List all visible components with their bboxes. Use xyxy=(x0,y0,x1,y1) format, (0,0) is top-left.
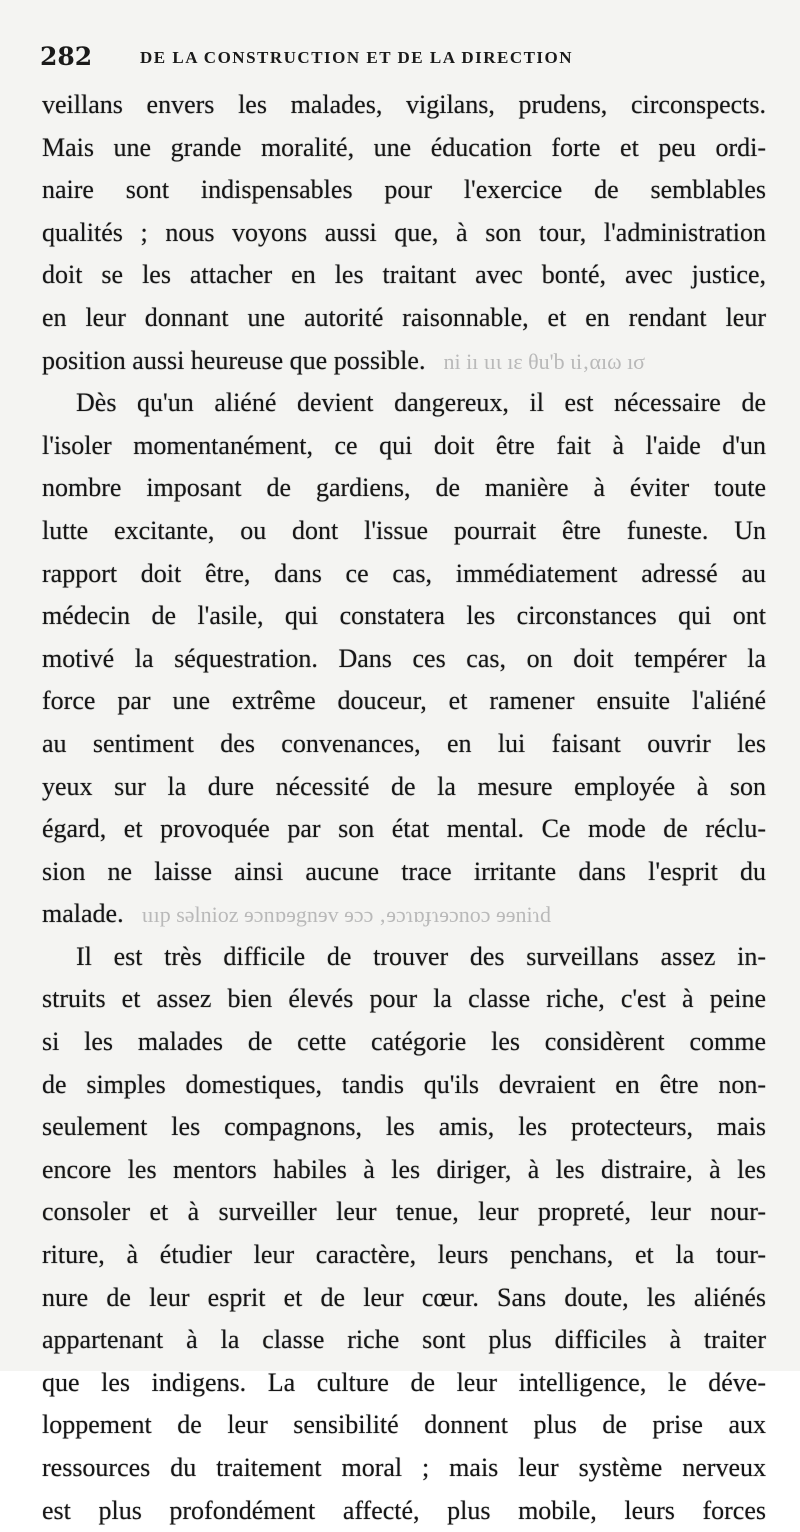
running-title: DE LA CONSTRUCTION ET DE LA DIRECTION xyxy=(140,48,574,67)
text-line: nure de leur esprit et de leur cœur. Sans doute, les aliénés xyxy=(42,1282,766,1312)
text-line: motivé la séquestration. Dans ces cas, on doit tempérer la xyxy=(42,643,766,673)
text-line: lutte excitante, ou dont l'issue pourrait être funeste. Un xyxy=(42,515,766,545)
body-text xyxy=(42,84,766,1532)
text-line: qualités ; nous voyons aussi que, à son tour, l'administration xyxy=(42,217,766,247)
text-line: Mais une grande moralité, une éducation forte et peu ordi- xyxy=(42,132,766,162)
text-line: naire sont indispensables pour l'exercice de semblables xyxy=(42,175,766,205)
page-number: 282 xyxy=(40,42,93,71)
text-line: loppement de leur sensibilité donnent plus de prise aux xyxy=(42,1410,766,1440)
show-through-text: ni iı ιıι ıε θu'b ιi‚αıω ıσ xyxy=(443,348,646,374)
text-line: yeux sur la dure nécessité de la mesure employée à son xyxy=(42,771,766,801)
text-line: doit se les attacher en les traitant avec bonté, avec justice, xyxy=(42,260,766,290)
text-line: struits et assez bien élevés pour la classe riche, c'est à peine xyxy=(42,984,766,1014)
text-line-last xyxy=(42,893,766,936)
text-line-first: Dès qu'un aliéné devient dangereux, il est nécessaire de xyxy=(76,388,766,418)
text-line: ressources du traitement moral ; mais leur système nerveux xyxy=(42,1453,766,1482)
text-line-first: Il est très difficile de trouver des surveillans assez in- xyxy=(76,941,766,971)
running-head xyxy=(40,42,760,76)
text-line: égard, et provoquée par son état mental. Ce mode de réclu- xyxy=(42,814,766,844)
line-text: malade. xyxy=(42,899,124,929)
text-line: riture, à étudier leur caractère, leurs penchans, et la tour- xyxy=(42,1240,766,1270)
text-line: au sentiment des convenances, en lui faisant ouvrir les xyxy=(42,728,766,758)
text-line: consoler et à surveiller leur tenue, leur propreté, leur nour- xyxy=(42,1197,766,1227)
text-line: médecin de l'asile, qui constatera les circonstances qui ont xyxy=(42,601,766,631)
text-line: veillans envers les malades, vigilans, prudens, circonspects. xyxy=(42,90,766,119)
text-line: si les malades de cette catégorie les considèrent comme xyxy=(42,1027,766,1057)
text-line: de simples domestiques, tandis qu'ils devraient en être non- xyxy=(42,1069,766,1099)
line-text: position aussi heureuse que possible. xyxy=(42,345,426,375)
text-line: force par une extrême douceur, et ramener ensuite l'aliéné xyxy=(42,686,766,716)
text-line: rapport doit être, dans ce cas, immédiatement adressé au xyxy=(42,558,766,588)
text-line: l'isoler momentanément, ce qui doit être fait à l'aide d'un xyxy=(42,430,766,460)
text-line: en leur donnant une autorité raisonnable, et en rendant leur xyxy=(42,302,766,332)
text-line: encore les mentors habiles à les diriger, à les distraire, à les xyxy=(42,1154,766,1184)
text-line: seulement les compagnons, les amis, les protecteurs, mais xyxy=(42,1112,766,1142)
text-line-last xyxy=(42,340,766,383)
text-line: sion ne laisse ainsi aucune trace irritante dans l'esprit du xyxy=(42,856,766,886)
text-line: est plus profondément affecté, plus mobile, leurs forces xyxy=(42,1495,766,1525)
text-line: que les indigens. La culture de leur intelligence, le déve- xyxy=(42,1367,766,1397)
text-line: nombre imposant de gardiens, de manière à éviter toute xyxy=(42,473,766,503)
text-line: appartenant à la classe riche sont plus difficiles à traiter xyxy=(42,1325,766,1355)
show-through-text: ιııp səlnioz ɘɔnɒɘgnɘv ɘɔɔ ‚ɘɔɿɒɟɿɘɔnoɔ ɘɘniɿd xyxy=(141,902,551,928)
